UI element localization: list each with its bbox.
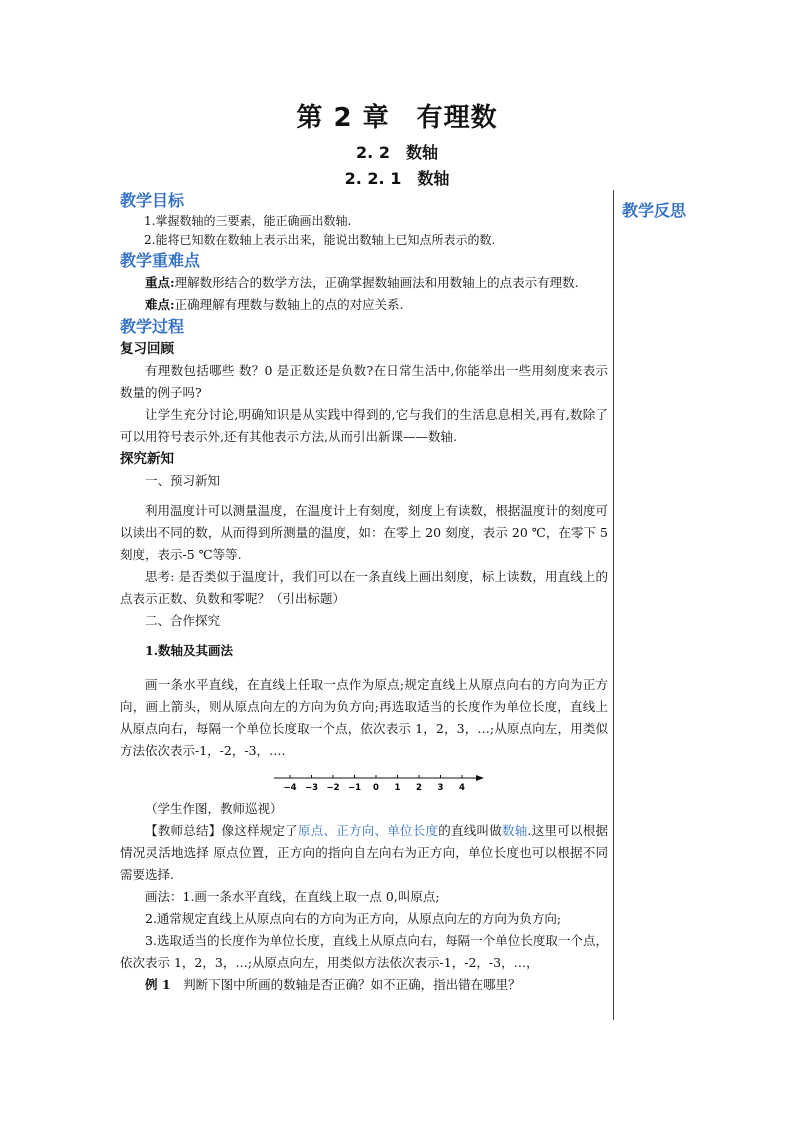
example-text: 判断下图中所画的数轴是否正确？如不正确，指出错在哪里？ (183, 977, 521, 992)
summary-prefix: 【教师总结】像这样规定了 (145, 823, 298, 838)
number-line-tick-label: 0 (373, 783, 379, 793)
key-point (120, 272, 608, 294)
main-content (120, 190, 608, 996)
think-paragraph: 思考: 是否类似于温度计，我们可以在一条直线上画出刻度，标上读数，用直线上的点表示正数、负数和零呢？（引出标题） (120, 569, 608, 606)
drawing-method-paragraph: 画一条水平直线，在直线上任取一点作为原点;规定直线上从原点向右的方向为正方向，画上箭头，则从原点向左的方向为负方向;再选取适当的长度作为单位长度，直线上从原点向右，每隔一个单位长度取一个点，依次表示 1，2，3，…;从原点向左，用类似方法依次表示-1，-2，-3，…. (120, 677, 608, 758)
number-line-tick-label: 3 (437, 783, 444, 793)
column-divider (613, 190, 614, 1020)
review-paragraph-1: 有理数包括哪些 数？0 是正数还是负数?在日常生活中,你能举出一些用刻度来表示数量的例子吗? (120, 363, 608, 400)
subsection-title: 2. 2. 1 数轴 (344, 169, 450, 188)
summary-suffix: .这里可以根据情况灵活地选择 原点位置，正方向的指向自左向右为正方向，单位长度也可以根据不同需要选择. (120, 823, 608, 882)
hard-text: 正确理解有理数与数轴上的点的对应关系. (174, 297, 404, 312)
example-1 (120, 974, 608, 996)
chapter-title: 第 2 章 有理数 (296, 103, 498, 133)
number-line-tick-label: 1 (394, 783, 401, 793)
goals-heading: 教学目标 (120, 191, 185, 210)
hard-point (120, 294, 608, 316)
title-block (0, 100, 794, 192)
number-line-arrow (476, 775, 484, 781)
number-line-figure (270, 770, 490, 796)
number-line-tick-label: −1 (347, 783, 362, 793)
key-text: 理解数形结合的数学方法，正确掌握数轴画法和用数轴上的点表示有理数. (174, 275, 579, 290)
teacher-summary (120, 820, 608, 886)
goal-item: 1.掌握数轴的三要素，能正确画出数轴. (144, 214, 352, 228)
summary-term-numberline: 数轴 (502, 823, 528, 838)
preview-heading: 一、预习新知 (145, 473, 221, 488)
section-title: 2. 2 数轴 (356, 143, 438, 162)
number-line-tick-label: 2 (416, 783, 422, 793)
number-line-svg (270, 770, 490, 796)
summary-mid: 的直线叫做 (438, 823, 502, 838)
method-step-2: 2.通常规定直线上从原点向右的方向为正方向，从原点向左的方向为负方向; (145, 911, 562, 926)
reflection-heading: 教学反思 (622, 201, 687, 220)
number-line-tick-label: −2 (326, 783, 340, 793)
review-paragraph-2: 让学生充分讨论,明确知识是从实践中得到的,它与我们的生活息息相关,再有,数除了可以用符号表示外,还有其他表示方法,从而引出新课——数轴. (120, 407, 608, 444)
cooperate-heading: 二、合作探究 (145, 613, 221, 628)
number-line-tick-label: −4 (283, 783, 297, 793)
summary-terms: 原点、正方向、单位长度 (298, 823, 439, 838)
numberline-subheading-text: 1.数轴及其画法 (145, 643, 234, 658)
number-line-tick-label: −3 (304, 783, 319, 793)
student-drawing-note: （学生作图，教师巡视） (145, 801, 283, 816)
numberline-subheading (120, 640, 608, 662)
keypoints-heading: 教学重难点 (120, 251, 201, 270)
example-label: 例 1 (145, 977, 171, 992)
method-step-1: 画法：1.画一条水平直线，在直线上取一点 0,叫原点; (145, 889, 440, 904)
explore-heading: 探究新知 (120, 451, 174, 467)
review-heading: 复习回顾 (120, 341, 174, 357)
process-heading: 教学过程 (120, 317, 185, 336)
method-step-3: 3.选取适当的长度作为单位长度，直线上从原点向右，每隔一个单位长度取一个点，依次表示 1，2，3，…;从原点向左，用类似方法依次表示-1，-2，-3，…， (120, 933, 608, 970)
key-label: 重点: (145, 275, 175, 290)
thermometer-paragraph: 利用温度计可以测量温度，在温度计上有刻度，刻度上有读数，根据温度计的刻度可以读出不同的数，从而得到所测量的温度，如：在零上 20 刻度，表示 20 ℃，在零下 5 刻度，表示-5 ℃等等. (120, 503, 608, 562)
number-line-tick-label: 4 (459, 783, 465, 793)
goal-item: 2.能将已知数在数轴上表示出来，能说出数轴上已知点所表示的数. (144, 233, 496, 247)
hard-label: 难点: (145, 297, 175, 312)
